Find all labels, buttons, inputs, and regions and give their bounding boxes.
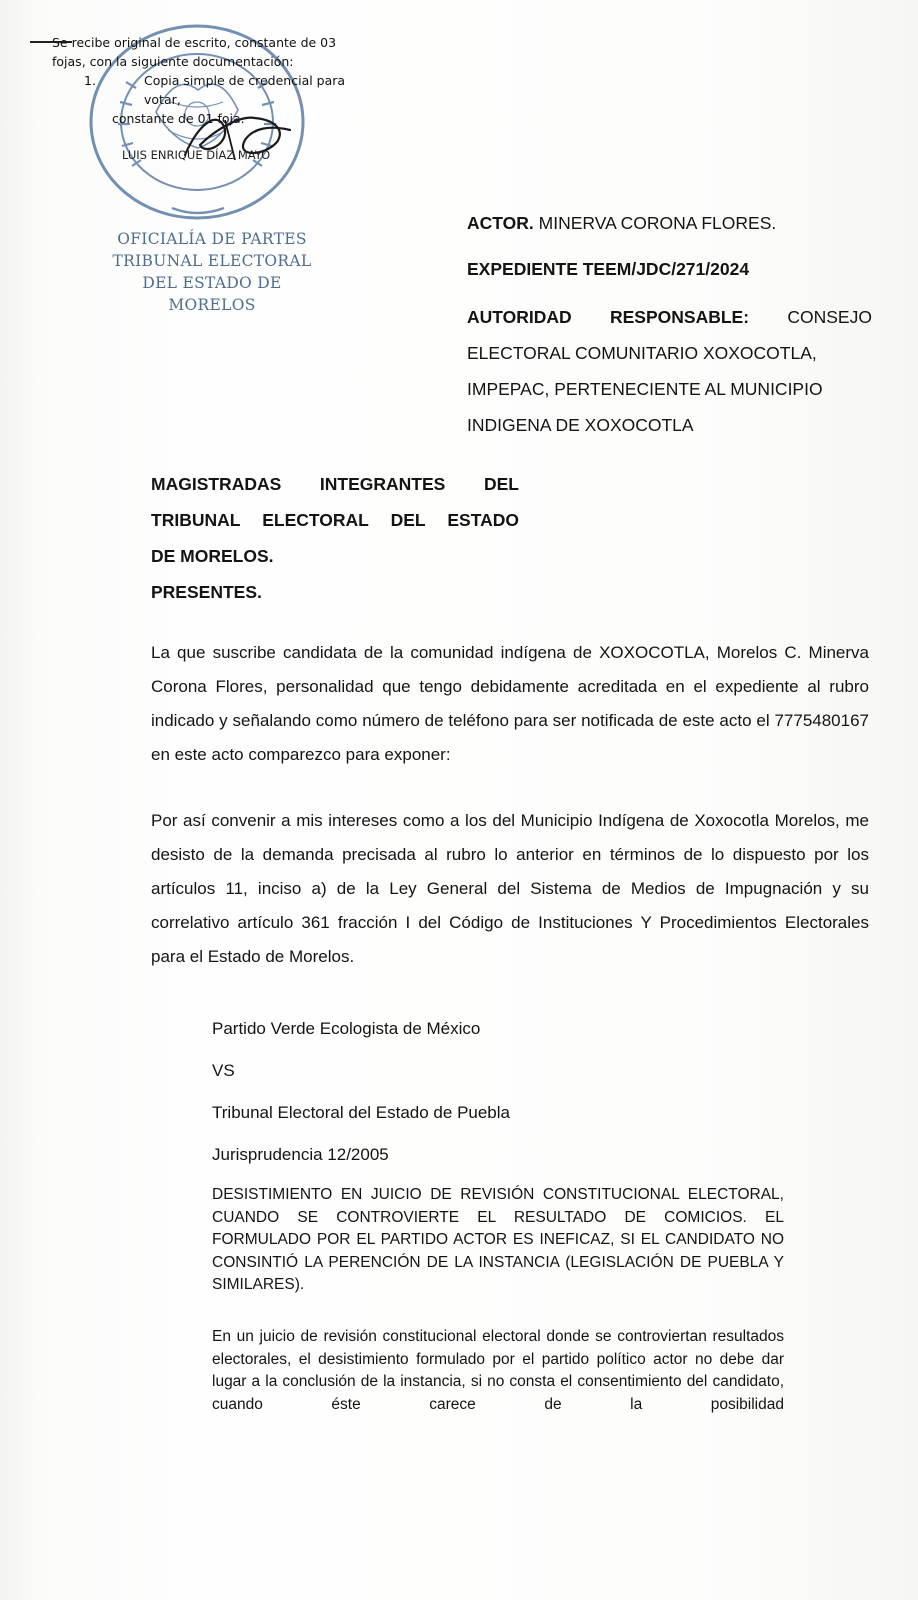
paragraph-intro: La que suscribe candidata de la comunidad indígena de XOXOCOTLA, Morelos C. Minerva Corona Flores, personalidad que tengo debidamente acreditada en el expediente al rubro indicado y señalando como número de teléfono para ser notificada de este acto el 7775480167 en este acto comparezco para exponer:	[151, 643, 869, 764]
autoridad-value: ELECTORAL COMUNITARIO XOXOCOTLA,	[467, 343, 817, 363]
paragraph-desistimiento: Por así convenir a mis intereses como a los del Municipio Indígena de Xoxocotla Morelos, me desisto de la demanda precisada al rubro lo anterior en términos de lo dispuesto por los artículos 11, inciso a) de la Ley General del Sistema de Medios de Impugnación y su correlativo artículo 361 fracción I del Código de Instituciones Y Procedimientos Electorales para el Estado de Morelos.	[151, 811, 869, 966]
receipt-item-text: Copia simple de credencial para votar,	[144, 73, 346, 107]
addressee-line: DE MORELOS.	[151, 546, 274, 566]
citation	[212, 1014, 784, 1182]
autoridad-label: AUTORIDAD RESPONSABLE:	[467, 307, 750, 327]
office-stamp-line: OFICIALÍA DE PARTES	[117, 230, 307, 248]
addressee-line: PRESENTES.	[151, 582, 262, 602]
autoridad-row	[467, 304, 872, 331]
receipt-item-text: constante de 01 foja.	[112, 111, 245, 126]
addressee-line: MAGISTRADAS INTEGRANTES DEL	[151, 474, 519, 494]
receipt-item-number: 1.	[84, 73, 96, 88]
office-stamp	[98, 228, 326, 316]
jurisprudence-caption: DESISTIMIENTO EN JUICIO DE REVISIÓN CONSTITUCIONAL ELECTORAL, CUANDO SE CONTROVIERTE EL RESULTADO DE COMICIOS. EL FORMULADO POR EL PARTIDO ACTOR ES INEFICAZ, SI EL CANDIDATO NO CONSINTIÓ LA PERENCIÓN DE LA INSTANCIA (LEGISLACIÓN DE PUEBLA Y SIMILARES).	[212, 1186, 784, 1293]
office-stamp-line: DEL ESTADO DE MORELOS	[142, 274, 282, 314]
case-header	[467, 210, 872, 439]
autoridad-value: INDIGENA DE XOXOCOTLA	[467, 415, 694, 435]
autoridad-value: CONSEJO	[787, 307, 872, 327]
citation-jurisprudence: Jurisprudencia 12/2005	[212, 1145, 389, 1164]
citation-vs: VS	[212, 1061, 235, 1080]
jurisprudence-text: En un juicio de revisión constitucional electoral donde se controviertan resultados electorales, el desistimiento formulado por el partido político actor no debe dar lugar a la conclusión de la instancia, si no consta el consentimiento del candidato, cuando éste carece de la posibilidad	[212, 1328, 784, 1413]
citation-tribunal: Tribunal Electoral del Estado de Puebla	[212, 1103, 510, 1122]
addressee-line: TRIBUNAL ELECTORAL DEL ESTADO	[151, 510, 519, 530]
actor-label: ACTOR.	[467, 213, 534, 233]
expediente: EXPEDIENTE TEEM/JDC/271/2024	[467, 259, 750, 279]
receipt-line: fojas, con la siguiente documentación:	[52, 54, 294, 69]
receipt-line: Se recibe original de escrito, constante de 03	[52, 35, 337, 50]
citation-party: Partido Verde Ecologista de México	[212, 1019, 481, 1038]
signer-name: LUIS ENRIQUE DÍAZ MAYO	[122, 148, 271, 162]
actor-row	[467, 210, 872, 237]
autoridad-value: IMPEPAC, PERTENECIENTE AL MUNICIPIO	[467, 379, 823, 399]
addressee	[151, 466, 519, 610]
actor-value: MINERVA CORONA FLORES.	[538, 213, 777, 233]
office-stamp-line: TRIBUNAL ELECTORAL	[112, 252, 312, 270]
